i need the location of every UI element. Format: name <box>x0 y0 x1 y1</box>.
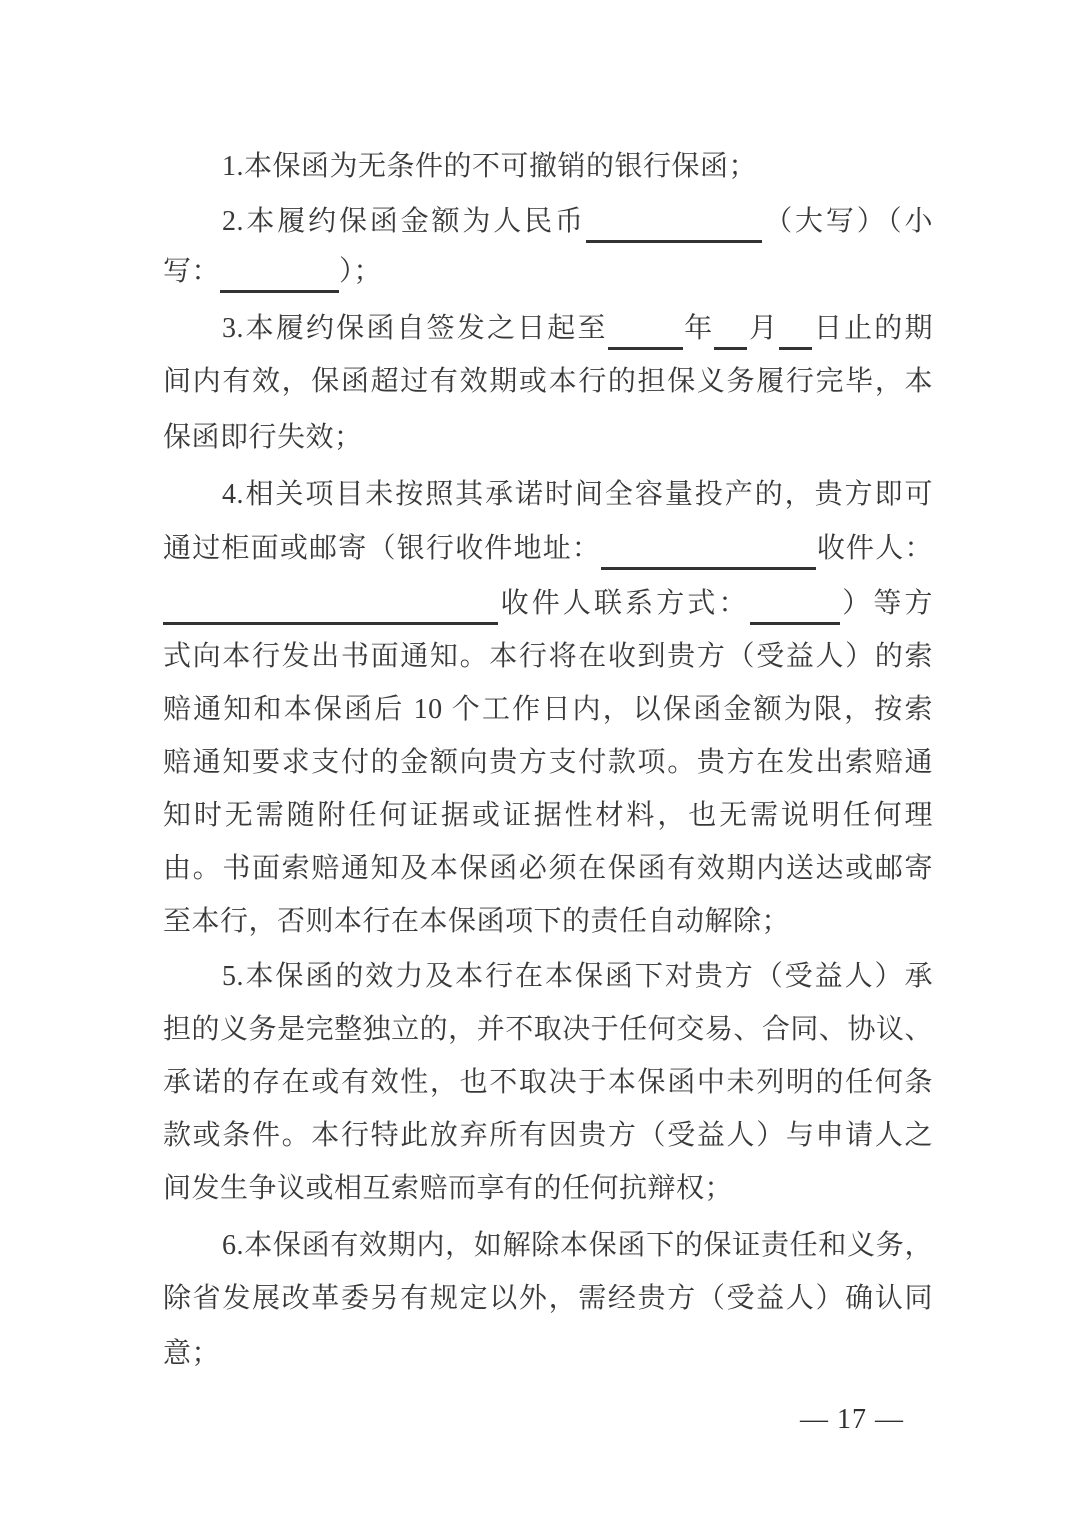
clause-4-line-3 <box>163 583 933 627</box>
expiry-day-blank <box>779 310 812 350</box>
text-segment: ）等方 <box>839 588 933 619</box>
text-segment: 年 <box>682 313 715 344</box>
text-segment: 月 <box>747 313 780 344</box>
clause-3-line-3 <box>163 417 933 461</box>
clause-2-line-2 <box>163 251 933 295</box>
text-segment: 5.本保函的效力及本行在本保函下对贵方（受益人）承 <box>222 961 933 992</box>
text-segment: 除省发展改革委另有规定以外，需经贵方（受益人）确认同 <box>163 1283 933 1314</box>
text-segment: 意； <box>163 1338 221 1369</box>
clause-5-line-3 <box>163 1062 933 1106</box>
clause-5-line-5 <box>163 1168 933 1212</box>
clause-5-line-2 <box>163 1009 933 1053</box>
expiry-month-blank <box>714 310 747 350</box>
bank-mail-address-blank <box>601 530 816 570</box>
clause-3-line-1 <box>163 308 933 352</box>
text-segment: 4.相关项目未按照其承诺时间全容量投产的，贵方即可 <box>222 479 933 510</box>
clause-4-line-4 <box>163 636 933 680</box>
clause-5-line-4 <box>163 1115 933 1159</box>
text-segment: 写： <box>163 256 221 287</box>
text-segment: 赔通知和本保函后 10 个工作日内，以保函金额为限，按索 <box>163 694 933 725</box>
text-segment: 至本行，否则本行在本保函项下的责任自动解除； <box>163 906 791 937</box>
text-segment: 承诺的存在或有效性，也不取决于本保函中未列明的任何条 <box>163 1067 933 1098</box>
clause-4-line-9 <box>163 901 933 945</box>
text-segment: 担的义务是完整独立的，并不取决于任何交易、合同、协议、 <box>163 1014 933 1045</box>
text-segment: 收件人联系方式： <box>498 588 750 619</box>
text-segment: 1.本保函为无条件的不可撤销的银行保函； <box>222 151 758 182</box>
text-segment: 间内有效，保函超过有效期或本行的担保义务履行完毕，本 <box>163 366 933 397</box>
recipient-name-blank <box>163 585 498 625</box>
clause-4-line-1 <box>163 474 933 518</box>
text-segment: 知时无需随附任何证据或证据性材料，也无需说明任何理 <box>163 800 933 831</box>
text-segment: （大写）（小 <box>761 206 933 237</box>
amount-figures-blank <box>220 253 339 293</box>
text-segment: 日止的期 <box>812 313 933 344</box>
clause-1-line-1 <box>163 146 933 190</box>
clause-6-line-2 <box>163 1278 933 1322</box>
text-segment: 由。书面索赔通知及本保函必须在保函有效期内送达或邮寄 <box>163 853 933 884</box>
clause-6-line-3 <box>163 1333 933 1377</box>
clause-2-line-1 <box>163 201 933 245</box>
clause-4-line-8 <box>163 848 933 892</box>
amount-words-blank <box>586 203 762 243</box>
text-segment: 赔通知要求支付的金额向贵方支付款项。贵方在发出索赔通 <box>163 747 933 778</box>
text-segment: 收件人： <box>816 533 933 564</box>
text-segment: 6.本保函有效期内，如解除本保函下的保证责任和义务， <box>222 1230 933 1261</box>
clause-4-line-5 <box>163 689 933 733</box>
recipient-contact-blank <box>750 585 840 625</box>
text-segment: 款或条件。本行特此放弃所有因贵方（受益人）与申请人之 <box>163 1120 933 1151</box>
text-segment: 间发生争议或相互索赔而享有的任何抗辩权； <box>163 1173 734 1204</box>
text-segment: 2.本履约保函金额为人民币 <box>222 206 586 237</box>
clause-5-line-1 <box>163 956 933 1000</box>
clause-4-line-7 <box>163 795 933 839</box>
text-segment: 保函即行失效； <box>163 422 363 453</box>
text-segment: 式向本行发出书面通知。本行将在收到贵方（受益人）的索 <box>163 641 933 672</box>
text-segment: 3.本履约保函自签发之日起至 <box>222 313 608 344</box>
clause-3-line-2 <box>163 361 933 405</box>
clause-4-line-6 <box>163 742 933 786</box>
text-segment: ）； <box>339 256 383 287</box>
expiry-year-blank <box>608 310 683 350</box>
text-segment: 通过柜面或邮寄（银行收件地址： <box>163 533 602 564</box>
clause-4-line-2 <box>163 528 933 572</box>
clause-6-line-1 <box>163 1225 933 1269</box>
page-number: — 17 — <box>800 1404 904 1435</box>
